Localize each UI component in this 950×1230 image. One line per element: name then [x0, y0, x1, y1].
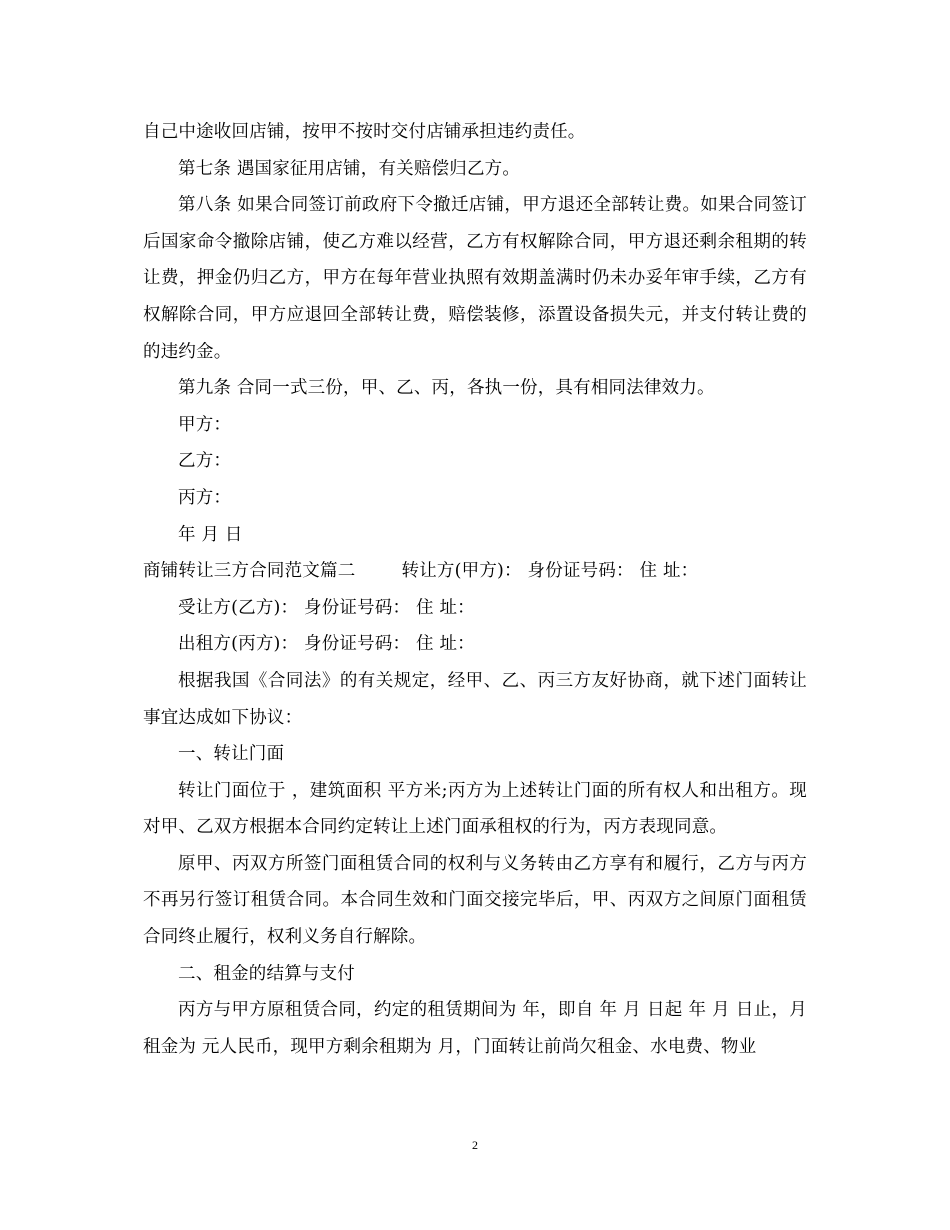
paragraph-storefront-location: 转让门面位于 ，建筑面积 平方米;丙方为上述转让门面的所有权人和出租方。现对甲、乙双方根据本合同约定转让上述门面承租权的行为，丙方表现同意。 [143, 780, 807, 838]
party-lessor: 出租方(丙方)： 身份证号码： 住 址： [178, 634, 475, 655]
paragraph-preamble: 根据我国《合同法》的有关规定，经甲、乙、丙三方友好协商，就下述门面转让事宜达成如下协议： [143, 670, 807, 728]
heading-rent-settlement: 二、租金的结算与支付 [178, 963, 355, 984]
heading-transfer-storefront: 一、转让门面 [178, 744, 285, 765]
paragraph-rights-obligations: 原甲、丙双方所签门面租赁合同的权利与义务转由乙方享有和履行，乙方与丙方不再另行签订租赁合同。本合同生效和门面交接完毕后，甲、丙双方之间原门面租赁合同终止履行，权利义务自行解除。 [143, 853, 807, 948]
paragraph-continuation: 自己中途收回店铺，按甲不按时交付店铺承担违约责任。 [143, 122, 586, 142]
paragraph-article-9: 第九条 合同一式三份，甲、乙、丙，各执一份，具有相同法律效力。 [178, 378, 715, 399]
page-number: 2 [472, 1138, 478, 1152]
party-transferee: 受让方(乙方)： 身份证号码： 住 址： [178, 597, 475, 618]
paragraph-article-7: 第七条 遇国家征用店铺，有关赔偿归乙方。 [178, 158, 521, 179]
signature-party-a: 甲方： [178, 414, 232, 435]
signature-date: 年 月 日 [178, 524, 243, 545]
paragraph-article-8: 第八条 如果合同签订前政府下令撤迁店铺，甲方退还全部转让费。如果合同签订后国家命令撤除店铺，使乙方难以经营，乙方有权解除合同，甲方退还剩余租期的转让费，押金仍归乙方，甲方在每年营业执照有效期盖满时仍未办妥年审手续，乙方有权解除合同，甲方应退回全部转让费，赔偿装修，添置设备损失元，并支付转让费的 的违约金。 [143, 195, 807, 362]
paragraph-lease-term: 丙方与甲方原租赁合同，约定的租赁期间为 年，即自 年 月 日起 年 月 日止，月租金为 元人民币，现甲方剩余租期为 月，门面转让前尚欠租金、水电费、物业 [143, 1000, 807, 1057]
signature-party-c: 丙方： [178, 487, 232, 508]
signature-party-b: 乙方： [178, 451, 232, 472]
document-body [143, 114, 807, 1065]
section-title-part-two: 商铺转让三方合同范文篇二 转让方(甲方)： 身份证号码： 住 址： [143, 561, 699, 582]
